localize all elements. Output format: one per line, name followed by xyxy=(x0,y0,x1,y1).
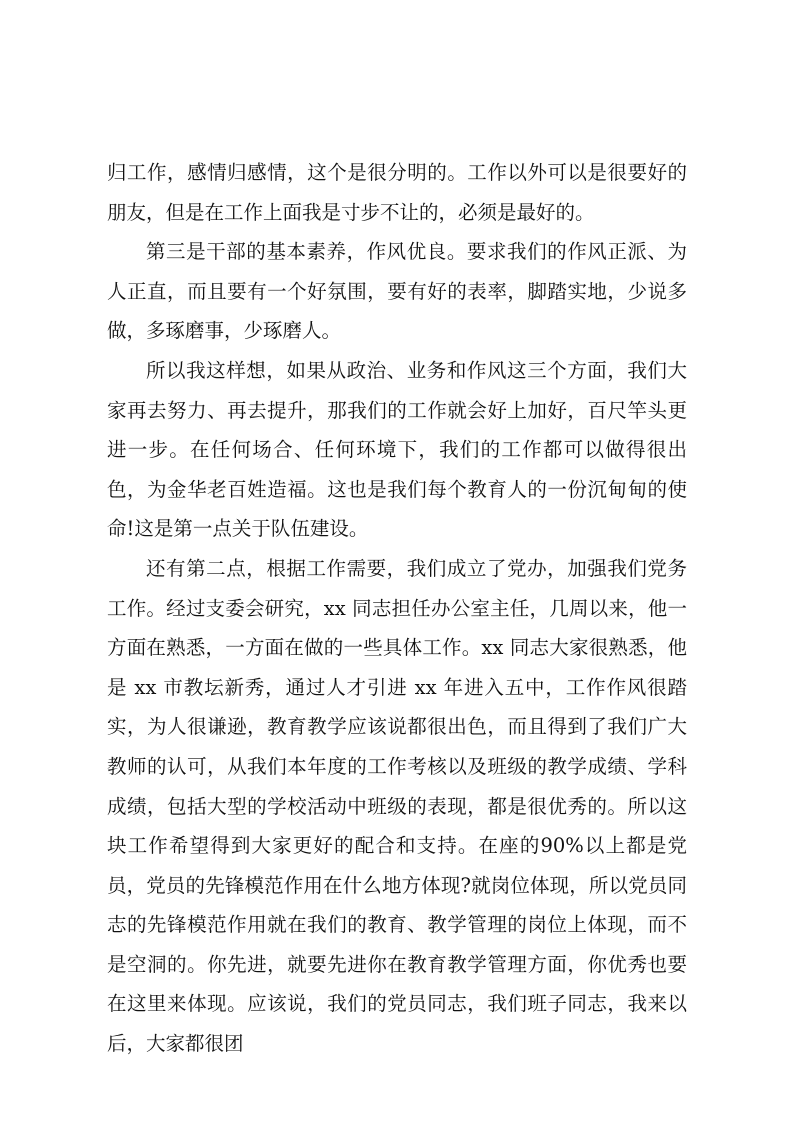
paragraph-party-office: 还有第二点，根据工作需要，我们成立了党办，加强我们党务工作。经过支委会研究，xx 同志担任办公室主任，几周以来，他一方面在熟悉，一方面在做的一些具体工作。xx 同志大家很熟悉，他是 xx 市教坛新秀，通过人才引进 xx 年进入五中，工作作风很踏实，为人很谦逊，教育教学应该说都很出色，而且得到了我们广大教师的认可，从我们本年度的工作考核以及班级的教学成绩、学科成绩，包括大型的学校活动中班级的表现，都是很优秀的。所以这块工作希望得到大家更好的配合和支持。在座的90%以上都是党员，党员的先锋模范作用在什么地方体现?就岗位体现，所以党员同志的先锋模范作用就在我们的教育、教学管理的岗位上体现，而不是空洞的。你先进，就要先进你在教育教学管理方面，你优秀也要在这里来体现。应该说，我们的党员同志，我们班子同志，我来以后，大家都很团 xyxy=(107,556,687,1056)
paragraph-cadre-qualities: 第三是干部的基本素养，作风优良。要求我们的作风正派、为人正直，而且要有一个好氛围，要有好的表率，脚踏实地，少说多做，多琢磨事，少琢磨人。 xyxy=(107,240,687,343)
paragraph-team-building-summary: 所以我这样想，如果从政治、业务和作风这三个方面，我们大家再去努力、再去提升，那我们的工作就会好上加好，百尺竿头更进一步。在任何场合、任何环境下，我们的工作都可以做得很出色，为金华老百姓造福。这也是我们每个教育人的一份沉甸甸的使命!这是第一点关于队伍建设。 xyxy=(107,358,687,541)
paragraph-continuation: 归工作，感情归感情，这个是很分明的。工作以外可以是很要好的朋友，但是在工作上面我是寸步不让的，必须是最好的。 xyxy=(107,161,687,224)
document-body xyxy=(107,153,687,1064)
